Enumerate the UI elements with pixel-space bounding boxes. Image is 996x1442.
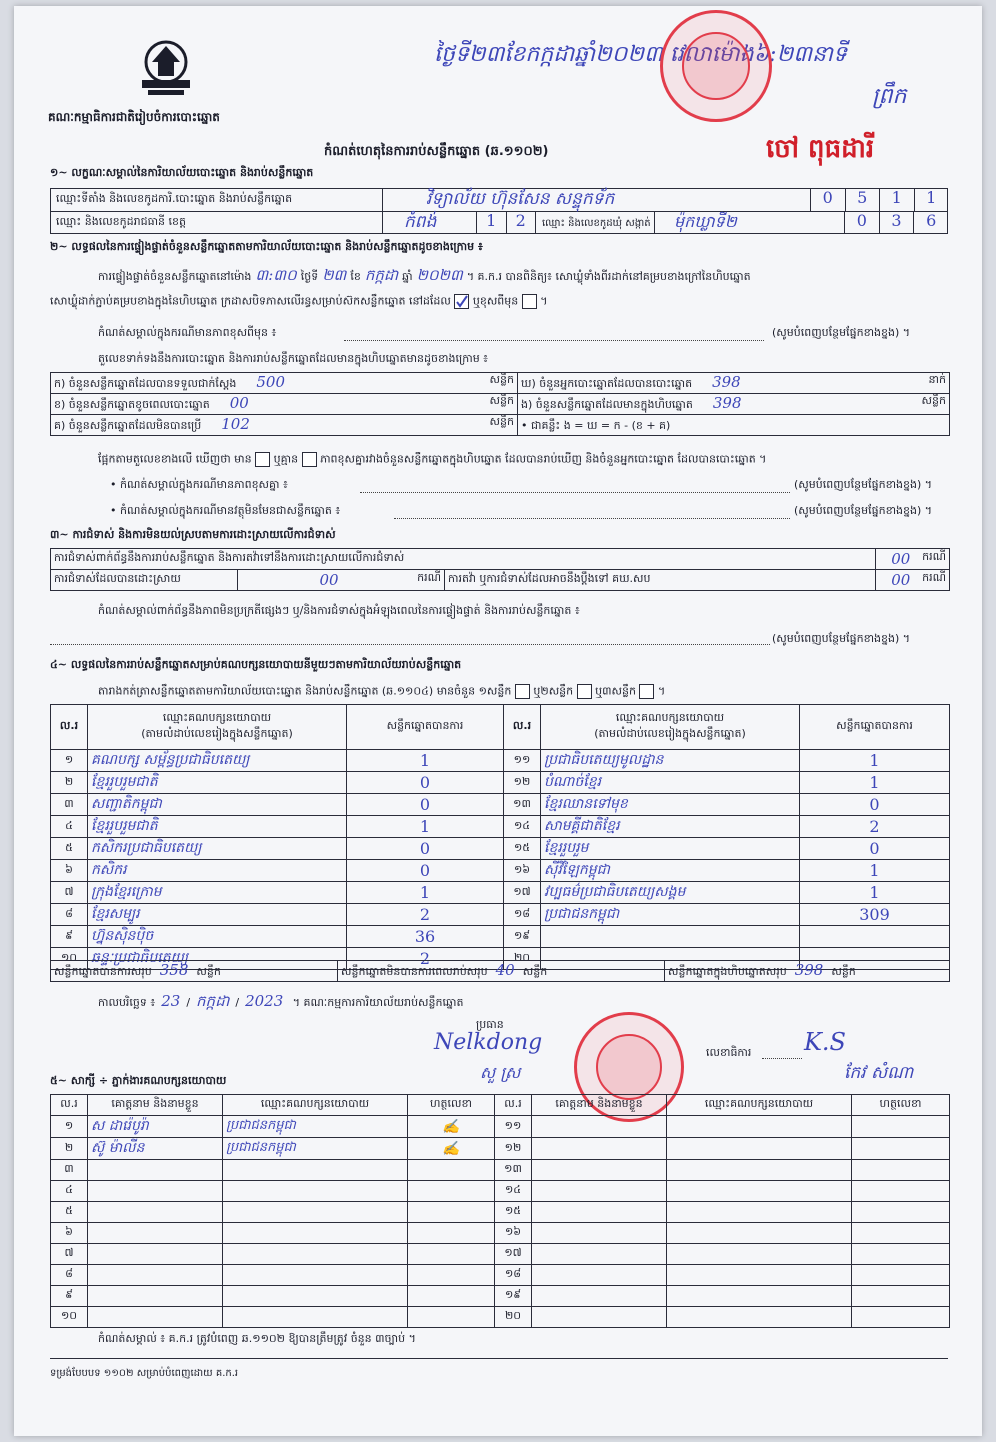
- table-row: ៩ ១៩: [51, 1286, 950, 1307]
- signing-date: កាលបរិច្ឆេទ ៖ 23 / កក្កដា / 2023 ។ គណៈកម្មការការិយាល័យរាប់សន្លឹកឆ្នោត: [98, 992, 464, 1010]
- table-row: សន្លឹកឆ្នោតបានការសរុប 358 សន្លឹក សន្លឹកឆ្នោតមិនបានការពេលរាប់សរុប 40 សន្លឹក សន្លឹកឆ្នោតក្នុងហិបឆ្នោតសរុប 398 សន្លឹក: [51, 961, 950, 982]
- table-row: ៩ ហ្វ៊ុនស៊ិនប៉ិច 36 ១៩: [51, 926, 950, 948]
- org-name: គណៈកម្មាធិការជាតិរៀបចំការបោះឆ្នោត: [48, 110, 220, 124]
- section4-title: ៤~ លទ្ធផលនៃការរាប់សន្លឹកឆ្នោតសម្រាប់គណបក្សនយោបាយនីមួយៗតាមការិយាល័យរាប់សន្លឹកឆ្នោត: [50, 658, 462, 671]
- different-checkbox[interactable]: [522, 294, 537, 309]
- section3-note: កំណត់សម្គាល់ពាក់ព័ន្ធនឹងភាពមិនប្រក្រតីផ្សេងៗ ឬ/និងការជំទាស់ក្នុងអំឡុងពេលនៃការផ្ទៀងផ្ទាត់ និងការរាប់សន្លឹកឆ្នោត ៖: [98, 604, 580, 617]
- table-row: ក) ចំនួនសន្លឹកឆ្នោតដែលបានទទួលជាក់ស្តែង 500 សន្លឹក ឃ) ចំនួនអ្នកបោះឆ្នោតដែលបានបោះឆ្នោត 398 នាក់: [51, 373, 950, 394]
- section1-commune-label: ឈ្មោះ និងលេខកូដឃុំ សង្កាត់: [542, 218, 651, 229]
- table-row: ៨ ខ្មែរសម្បូរ 2 ១៨ ប្រជាជនកម្ពុជា 309: [51, 904, 950, 926]
- table-row: ១០ ឆន្ទៈប្រជាធិបតេយ្យ 2 ២០: [51, 948, 950, 970]
- section1-row2-label: ឈ្មោះ និងលេខកូដរាជធានី ខេត្ត: [56, 215, 186, 228]
- table-row: ២ ខ្មែររួបរួមជាតិ 0 ១២ បំណាច់ខ្មែរ 1: [51, 772, 950, 794]
- no-difference-checkbox[interactable]: [302, 452, 317, 467]
- table-row: ៥ កសិករប្រជាធិបតេយ្យ 0 ១៥ ខ្មែររួបរួម 0: [51, 838, 950, 860]
- chair-signature: Nelkdong: [434, 1030, 543, 1055]
- table-row: ៦ កសិករ 0 ១៦ ស៊ីវីឡៃកម្ពុជា 1: [51, 860, 950, 882]
- chair-name: សួ ស្រ: [480, 1063, 521, 1082]
- section2-line7-note: (សូមបំពេញបន្ថែមផ្នែកខាងខ្នង) ។: [794, 504, 933, 517]
- totals-table: [50, 960, 950, 982]
- witness-table: ល.រ គោត្តនាម និងនាមខ្លួន ឈ្មោះគណបក្សនយោបាយ ហត្ថលេខា ល.រ គោត្តនាម និងនាមខ្លួន ឈ្មោះគណបក្សនយោបាយ ហត្ថលេខា ១ ស ដារ៉េបូរ៉ា ប្រជាជនកម្ពុជា ✍ ១១ ២ ស៊ូ ម៉ាលីន ប្រជាជនកម្ពុជា ✍ ១២ ៣ ១៣ ៤ ១៤ ៥ ១៥ ៦ ១៦ ៧ ១៧ ៨ ១៨ ៩ ១៩ ១០ ២០: [50, 1094, 950, 1328]
- ballot-figures-table: [50, 372, 950, 436]
- polling-station-name: វិទ្យាល័យ ហ៊ុនសែន សន្ទុកទ័ក: [426, 189, 615, 209]
- table-row: ១០ ២០: [51, 1307, 950, 1328]
- section2-line6: • កំណត់សម្គាល់ក្នុងករណីមានភាពខុសគ្នា ៖: [110, 478, 288, 491]
- table-row: គ) ចំនួនសន្លឹកឆ្នោតដែលមិនបានប្រើ 102 សន្លឹក • ជាគន្លឹះ ង = ឃ = ក - (ខ + គ): [51, 415, 950, 436]
- table-row: ៤ ខ្មែររួបរួមជាតិ 1 ១៤ សាមគ្គីជាតិខ្មែរ 2: [51, 816, 950, 838]
- secretary-label: លេខាធិការ: [706, 1046, 752, 1059]
- footer-note: កំណត់សម្គាល់ ៖ គ.ក.រ ត្រូវបំពេញ ឆ.១១០២ ឱ្យបានត្រឹមត្រូវ ចំនួន ៣ច្បាប់ ។: [98, 1332, 416, 1345]
- section2-line2: សោឃ្លុំដាក់ភ្ជាប់គម្របខាងក្នុងនៃហិបឆ្នោត ក្រដាសបិទភាសលើរន្ធសម្រាប់ស៊កសន្លឹកឆ្នោត នៅដដែល ឬខុសពីមុន ។: [50, 294, 548, 308]
- section4-subtitle: តារាងកត់ត្រាសន្លឹកឆ្នោតតាមការិយាល័យបោះឆ្នោត និងរាប់សន្លឹកឆ្នោត (ឆ.១១០៤) មានចំនួន ១សន្លឹក ឬ២សន្លឹក ឬ៣សន្លឹក ។: [98, 684, 666, 698]
- table-row: ៧ ១៧: [51, 1244, 950, 1265]
- ballot-count-form: [14, 6, 982, 1436]
- section5-title: ៥~ សាក្សី ÷ ភ្នាក់ងារគណបក្សនយោបាយ: [50, 1074, 227, 1087]
- results-table: ល.រ ឈ្មោះគណបក្សនយោបាយ (តាមលំដាប់លេខរៀងក្នុងសន្លឹកឆ្នោត) សន្លឹកឆ្នោតបានការ ល.រ ឈ្មោះគណបក្សនយោបាយ (តាមលំដាប់លេខរៀងក្នុងសន្លឹកឆ្នោត) សន្លឹកឆ្នោតបានការ ១ គណបក្ស សម្ព័ន្ធប្រជាធិបតេយ្យ 1 ១១ ប្រជាធិបតេយ្យមូលដ្ឋាន 1 ២ ខ្មែររួបរួមជាតិ 0 ១២ បំណាច់ខ្មែរ 1 ៣ សញ្ជាតិកម្ពុជា 0 ១៣ ខ្មែរឈានទៅមុខ 0 ៤ ខ្មែររួបរួមជាតិ 1 ១៤ សាមគ្គីជាតិខ្មែរ 2 ៥ កសិករប្រជាធិបតេយ្យ 0 ១៥ ខ្មែររួបរួម 0 ៦ កសិករ 0 ១៦ ស៊ីវីឡៃកម្ពុជា 1 ៧ ក្រុងខ្មែរក្រោម 1 ១៧ វប្បធម៌ប្រជាធិបតេយ្យសង្គម 1 ៨ ខ្មែរសម្បូរ 2 ១៨ ប្រជាជនកម្ពុជា 309 ៩ ហ្វ៊ុនស៊ិនប៉ិច 36 ១៩ ១០ ឆន្ទៈប្រជាធិបតេយ្យ 2 ២០: [50, 704, 950, 970]
- section2-line7: • កំណត់សម្គាល់ក្នុងករណីមានវត្ថុមិនមែនជាសន្លឹកឆ្នោត ៖: [110, 504, 341, 517]
- section2-line1: ការផ្ទៀងផ្ទាត់ចំនួនសន្លឹកឆ្នោតនៅម៉ោង ៣:៣០ ថ្ងៃទី ២៣ ខែ កក្កដា ឆ្នាំ ២០២៣ ។ គ.ក.រ បានពិនិត្យ៖ សោឃ្លុំទាំងពីរដាក់នៅគម្របខាងក្រៅនៃហិបឆ្នោត: [98, 266, 751, 284]
- province-name: កំពង់: [404, 212, 437, 232]
- same-as-before-checkbox[interactable]: [454, 294, 469, 309]
- table-row: ៨ ១៨: [51, 1265, 950, 1286]
- official-stamp-icon: [660, 10, 772, 122]
- secretary-signature: K.S: [804, 1028, 846, 1056]
- table-row: ការជំទាស់ដែលបានដោះស្រាយ 00 ករណី ការតវ៉ា ឬការជំទាស់ដែលអាចនឹងប្តឹងទៅ គឃ.សប 00 ករណី: [51, 570, 950, 591]
- table-row: ៥ ១៥: [51, 1202, 950, 1223]
- commune-code: 0 3 6: [844, 211, 948, 234]
- table-row: ៧ ក្រុងខ្មែរក្រោម 1 ១៧ វប្បធម៌ប្រជាធិបតេយ្យសង្គម 1: [51, 882, 950, 904]
- form-title: កំណត់ហេតុនៃការរាប់សន្លឹកឆ្នោត (ឆ.១១០២): [324, 144, 549, 159]
- table-row: ការជំទាស់ពាក់ព័ន្ធនឹងការរាប់សន្លឹកឆ្នោត និងការតវ៉ាទៅនឹងការដោះស្រាយលើការជំទាស់ 00 ករណី: [51, 549, 950, 570]
- objections-table: [50, 548, 950, 591]
- one-sheet-checkbox[interactable]: [515, 684, 530, 699]
- station-code: 0 5 1 1: [810, 188, 948, 211]
- table-row: ៤ ១៤: [51, 1181, 950, 1202]
- section2-line3: កំណត់សម្គាល់ក្នុងករណីមានភាពខុសពីមុន ៖: [98, 326, 277, 339]
- red-handwritten-name: ចៅ ពុធដារី: [766, 134, 875, 164]
- province-code: 1 2: [476, 211, 536, 234]
- section2-line6-note: (សូមបំពេញបន្ថែមផ្នែកខាងខ្នង) ។: [794, 478, 933, 491]
- section1-row1-label: ឈ្មោះទីតាំង និងលេខកូដការិ.បោះឆ្នោត និងរាប់សន្លឹកឆ្នោត: [56, 192, 293, 205]
- table-row: ៦ ១៦: [51, 1223, 950, 1244]
- chair-label: ប្រធាន: [476, 1018, 504, 1031]
- table-row: ១ គណបក្ស សម្ព័ន្ធប្រជាធិបតេយ្យ 1 ១១ ប្រជាធិបតេយ្យមូលដ្ឋាន 1: [51, 750, 950, 772]
- table-row: ២ ស៊ូ ម៉ាលីន ប្រជាជនកម្ពុជា ✍ ១២: [51, 1138, 950, 1160]
- section1-title: ១~ លក្ខណៈសម្គាល់នៃការិយាល័យបោះឆ្នោត និងរាប់សន្លឹកឆ្នោត: [50, 166, 314, 179]
- table-row: ១ ស ដារ៉េបូរ៉ា ប្រជាជនកម្ពុជា ✍ ១១: [51, 1116, 950, 1138]
- handwritten-datetime: ថ្ងៃទី២៣ខែកក្កដាឆ្នាំ២០២៣ វេលាម៉ោង៦:២៣នាទី: [434, 42, 847, 67]
- section2-line5: ផ្អែកតាមតួលេខខាងលើ ឃើញថា មាន ឬគ្មាន ភាពខុសគ្នារវាងចំនួនសន្លឹកឆ្នោតក្នុងហិបឆ្នោត ដែលបានរាប់ឃើញ និងចំនួនអ្នកបោះឆ្នោត ដែលបានបោះឆ្នោត ។: [98, 452, 767, 466]
- three-sheets-checkbox[interactable]: [639, 684, 654, 699]
- table-row: ខ) ចំនួនសន្លឹកឆ្នោតខូចពេលបោះឆ្នោត 00 សន្លឹក ង) ចំនួនសន្លឹកឆ្នោតដែលមានក្នុងហិបឆ្នោត 398 សន្លឹក: [51, 394, 950, 415]
- section2-line4: តួលេខទាក់ទងនឹងការបោះឆ្នោត និងការរាប់សន្លឹកឆ្នោតដែលមានក្នុងហិបឆ្នោតមានដូចខាងក្រោម ៖: [98, 352, 489, 365]
- secretary-name: កែវ សំណា: [844, 1063, 914, 1083]
- commune-name: ម៉ុកឃ្លាទី២: [674, 212, 737, 231]
- has-difference-checkbox[interactable]: [255, 452, 270, 467]
- form-reference: ទម្រង់បែបបទ ១១០២ សម្រាប់បំពេញដោយ គ.ក.រ: [50, 1368, 239, 1379]
- section2-title: ២~ លទ្ធផលនៃការផ្ទៀងផ្ទាត់ចំនួនសន្លឹកឆ្នោតតាមការិយាល័យបោះឆ្នោត និងរាប់សន្លឹកឆ្នោតដូចខាងក្រោម ៖: [50, 240, 483, 253]
- section3-note-b: (សូមបំពេញបន្ថែមផ្នែកខាងខ្នង) ។: [772, 632, 911, 645]
- two-sheets-checkbox[interactable]: [577, 684, 592, 699]
- section2-line3-note: (សូមបំពេញបន្ថែមផ្នែកខាងខ្នង) ។: [772, 326, 911, 339]
- section3-title: ៣~ ការជំទាស់ និងការមិនយល់ស្របតាមការដោះស្រាយលើការជំទាស់: [50, 528, 336, 541]
- nec-logo-icon: [134, 36, 198, 98]
- table-row: ៣ សញ្ជាតិកម្ពុជា 0 ១៣ ខ្មែរឈានទៅមុខ 0: [51, 794, 950, 816]
- handwritten-period: ព្រឹក: [872, 84, 907, 109]
- table-row: ៣ ១៣: [51, 1160, 950, 1181]
